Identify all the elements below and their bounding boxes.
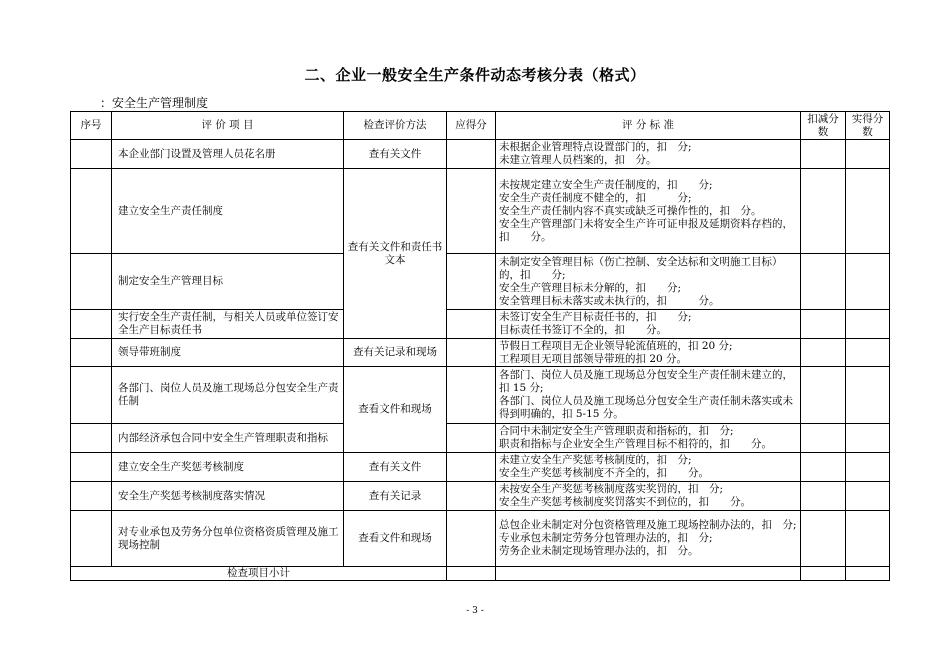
- standard-line: 劳务企业未制定现场管理办法的，扣 分。: [499, 545, 699, 557]
- header-item: 评 价 项 目: [112, 112, 344, 140]
- row-actual: [846, 310, 890, 339]
- standard-line: 未建立安全生产奖惩考核制度的，扣 分;: [499, 454, 692, 466]
- standard-line: 未按规定建立安全生产责任制度的，扣 分;: [499, 178, 713, 191]
- standard-line: 未建立管理人员档案的，扣 分。: [499, 154, 657, 166]
- subtotal-standard: [496, 567, 801, 581]
- row-deduct: [801, 310, 846, 339]
- table-row: [71, 424, 890, 453]
- standard-line: 各部门、岗位人员及施工现场总分包安全生产责任制未建立的，扣 15 分;: [499, 369, 793, 394]
- standard-line: 未按安全生产奖惩考核制度落实奖罚的，扣 分;: [499, 483, 724, 495]
- standard-line: 未签订安全生产目标责任书的，扣 分;: [499, 311, 692, 323]
- header-standard: 评 分 标 准: [496, 112, 801, 140]
- table-row: [71, 254, 890, 310]
- row-deduct: [801, 169, 846, 254]
- row-item: 对专业承包及劳务分包单位资格资质管理及施工现场控制: [112, 511, 344, 567]
- row-deduct: [801, 453, 846, 482]
- subtotal-actual: [846, 567, 890, 581]
- row-item: 安全生产奖惩考核制度落实情况: [112, 482, 344, 511]
- row-no: [71, 482, 112, 511]
- row-item: 制定安全生产管理目标: [112, 254, 344, 310]
- row-method: 查看文件和现场: [344, 367, 447, 453]
- row-actual: [846, 140, 890, 169]
- row-no: [71, 453, 112, 482]
- row-item: 建立安全生产奖惩考核制度: [112, 453, 344, 482]
- row-deduct: [801, 254, 846, 310]
- table-header-row: [71, 112, 890, 140]
- standard-line: 节假日工程项目无企业领导轮流值班的，扣 20 分;: [499, 339, 733, 352]
- row-no: [71, 339, 112, 367]
- subtotal-label: 检查项目小计: [71, 567, 447, 581]
- row-item: 各部门、岗位人员及施工现场总分包安全生产责任制: [112, 367, 344, 424]
- row-actual: [846, 511, 890, 567]
- standard-line: 各部门、岗位人员及施工现场总分包安全生产责任制未落实或未得到明确的，扣 5-15 分。: [499, 395, 793, 420]
- row-score: [447, 310, 496, 339]
- row-standard: [496, 424, 801, 453]
- standard-line: 安全生产责任制度不健全的，扣 分;: [499, 191, 692, 204]
- row-deduct: [801, 367, 846, 424]
- page-title: 二、企业一般安全生产条件动态考核分表（格式）: [304, 66, 646, 84]
- row-method: 查看文件和现场: [344, 511, 447, 567]
- row-actual: [846, 367, 890, 424]
- table-row: [71, 367, 890, 424]
- row-standard: [496, 482, 801, 511]
- row-score: [447, 367, 496, 424]
- row-no: [71, 169, 112, 254]
- row-no: [71, 254, 112, 310]
- header-no: 序号: [71, 112, 112, 140]
- header-deduct: 扣减分数: [801, 112, 846, 140]
- standard-line: 安全生产管理目标未分解的，扣 分;: [499, 281, 682, 294]
- header-score: 应得分: [447, 112, 496, 140]
- standard-line: 专业承包未制定劳务分包管理办法的，扣 分;: [499, 532, 713, 544]
- row-item: 实行安全生产责任制，与相关人员或单位签订安全生产目标责任书: [112, 310, 344, 339]
- row-actual: [846, 339, 890, 367]
- row-actual: [846, 482, 890, 511]
- row-score: [447, 140, 496, 169]
- table-row: [71, 310, 890, 339]
- row-standard: [496, 140, 801, 169]
- row-item: 建立安全生产责任制度: [112, 169, 344, 254]
- standard-line: 未根据企业管理特点设置部门的，扣 分;: [499, 141, 692, 153]
- row-score: [447, 453, 496, 482]
- row-method: 查有关文件: [344, 140, 447, 169]
- standard-line: 总包企业未制定对分包资格管理及施工现场控制办法的，扣 分;: [499, 519, 797, 531]
- row-item: 领导带班制度: [112, 339, 344, 367]
- row-score: [447, 254, 496, 310]
- assessment-table: [70, 111, 890, 581]
- row-no: [71, 424, 112, 453]
- page-number: - 3 -: [466, 606, 484, 616]
- row-standard: [496, 339, 801, 367]
- row-standard: [496, 511, 801, 567]
- table-row: [71, 482, 890, 511]
- standard-line: 职责和指标与企业安全生产管理目标不相符的，扣 分。: [499, 438, 772, 450]
- standard-line: 目标责任书签订不全的，扣 分。: [499, 324, 667, 336]
- row-method: 查有关文件: [344, 453, 447, 482]
- row-actual: [846, 254, 890, 310]
- subtotal-score: [447, 567, 496, 581]
- table-row: [71, 140, 890, 169]
- row-score: [447, 482, 496, 511]
- row-actual: [846, 424, 890, 453]
- standard-line: 安全管理目标未落实或未执行的，扣 分。: [499, 294, 720, 307]
- row-deduct: [801, 140, 846, 169]
- row-score: [447, 339, 496, 367]
- row-standard: [496, 169, 801, 254]
- row-no: [71, 140, 112, 169]
- row-standard: [496, 254, 801, 310]
- subtotal-deduct: [801, 567, 846, 581]
- row-no: [71, 511, 112, 567]
- row-deduct: [801, 482, 846, 511]
- table-row: [71, 169, 890, 254]
- standard-line: 安全生产奖惩考核制度不齐全的，扣 分。: [499, 467, 709, 479]
- table-row: [71, 511, 890, 567]
- row-score: [447, 424, 496, 453]
- standard-line: 合同中未制定安全生产管理职责和指标的，扣 分;: [499, 425, 734, 437]
- row-actual: [846, 169, 890, 254]
- row-no: [71, 310, 112, 339]
- standard-line: 未制定安全管理目标（伤亡控制、安全达标和文明施工目标）的，扣 分;: [499, 255, 783, 281]
- row-method: 查有关记录和现场: [344, 339, 447, 367]
- row-item: 内部经济承包合同中安全生产管理职责和指标: [112, 424, 344, 453]
- row-no: [71, 367, 112, 424]
- row-standard: [496, 310, 801, 339]
- table-row: [71, 339, 890, 367]
- row-deduct: [801, 339, 846, 367]
- header-actual: 实得分数: [846, 112, 890, 140]
- header-method: 检查评价方法: [344, 112, 447, 140]
- row-deduct: [801, 424, 846, 453]
- row-score: [447, 169, 496, 254]
- standard-line: 安全生产责任制内容不真实或缺乏可操作性的，扣 分。: [499, 204, 762, 217]
- row-score: [447, 511, 496, 567]
- standard-line: 工程项目无项目部领导带班的扣 20 分。: [499, 352, 688, 365]
- section-heading: ：安全生产管理制度: [100, 96, 209, 110]
- standard-line: 安全生产管理部门未将安全生产许可证申报及延期资料存档的，扣 分。: [499, 217, 793, 243]
- row-method: 查有关文件和责任书文本: [344, 169, 447, 339]
- subtotal-row: [71, 567, 890, 581]
- row-item: 本企业部门设置及管理人员花名册: [112, 140, 344, 169]
- row-method: 查有关记录: [344, 482, 447, 511]
- row-deduct: [801, 511, 846, 567]
- table-row: [71, 453, 890, 482]
- standard-line: 安全生产奖惩考核制度奖罚落实不到位的，扣 分。: [499, 496, 751, 508]
- row-standard: [496, 453, 801, 482]
- row-actual: [846, 453, 890, 482]
- row-standard: [496, 367, 801, 424]
